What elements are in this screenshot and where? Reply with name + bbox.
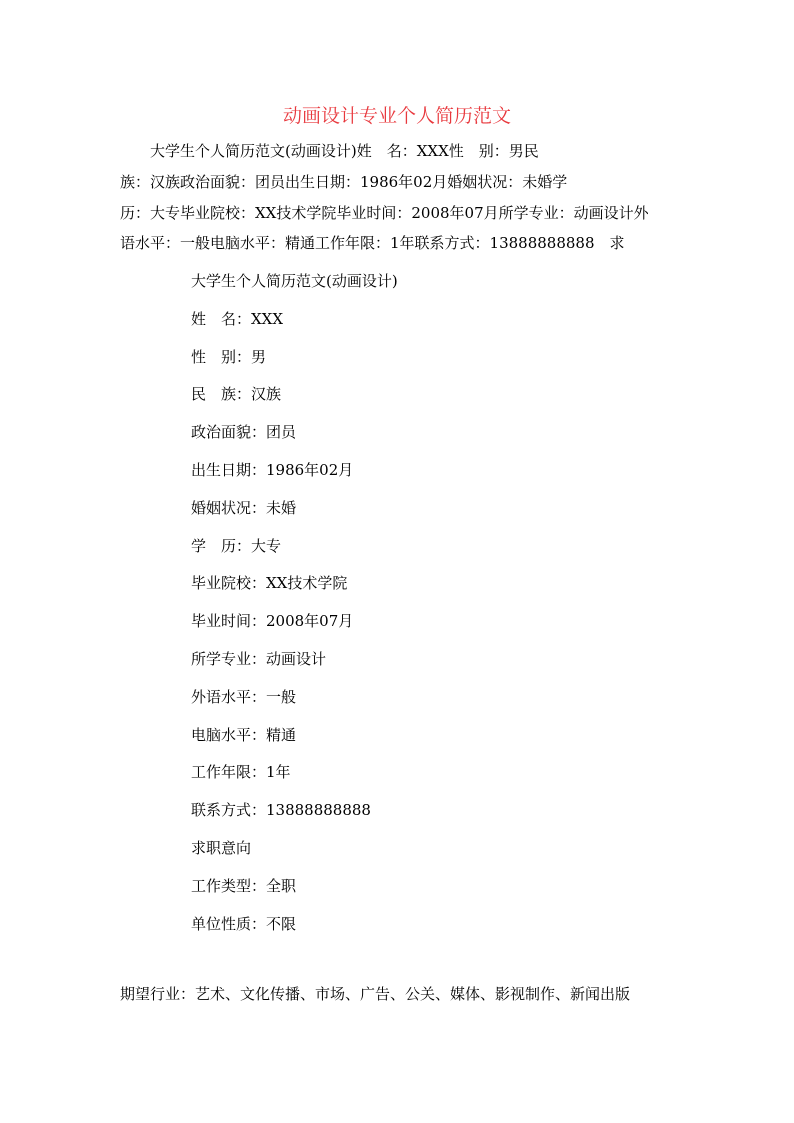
- summary-line-3: 历：大专毕业院校：XX技术学院毕业时间：2008年07月所学专业：动画设计外: [120, 204, 649, 222]
- list-item: 学 历：大专: [191, 536, 282, 555]
- resume-field-list: [191, 270, 398, 950]
- summary-line-4: 语水平：一般电脑水平：精通工作年限：1年联系方式：13888888888 求: [120, 234, 625, 252]
- list-item: 毕业时间：2008年07月: [191, 612, 354, 631]
- list-item: 单位性质：不限: [191, 914, 297, 933]
- list-item: 性 别：男: [191, 347, 267, 366]
- list-item: 电脑水平：精通: [191, 725, 297, 744]
- list-item: 出生日期：1986年02月: [191, 460, 354, 479]
- list-item: 毕业院校：XX技术学院: [191, 574, 348, 593]
- list-item: 大学生个人简历范文(动画设计): [191, 272, 398, 290]
- list-item: 联系方式：13888888888: [191, 801, 371, 820]
- list-item: 所学专业：动画设计: [191, 649, 327, 668]
- list-item: 民 族：汉族: [191, 385, 282, 404]
- expected-industry-line: 期望行业：艺术、文化传播、市场、广告、公关、媒体、影视制作、新闻出版: [120, 985, 631, 1003]
- list-item: 政治面貌：团员: [191, 423, 297, 442]
- list-item: 婚姻状况：未婚: [191, 498, 297, 517]
- list-item: 姓 名：XXX: [191, 309, 284, 328]
- list-item: 工作类型：全职: [191, 876, 297, 895]
- document-title: 动画设计专业个人简历范文: [282, 105, 511, 127]
- summary-line-2: 族：汉族政治面貌：团员出生日期：1986年02月婚姻状况：未婚学: [120, 173, 568, 191]
- list-item: 外语水平：一般: [191, 687, 297, 706]
- list-item: 工作年限：1年: [191, 763, 291, 782]
- list-item: 求职意向: [191, 838, 252, 857]
- summary-line-1: 大学生个人简历范文(动画设计)姓 名：XXX性 别：男民: [150, 142, 539, 160]
